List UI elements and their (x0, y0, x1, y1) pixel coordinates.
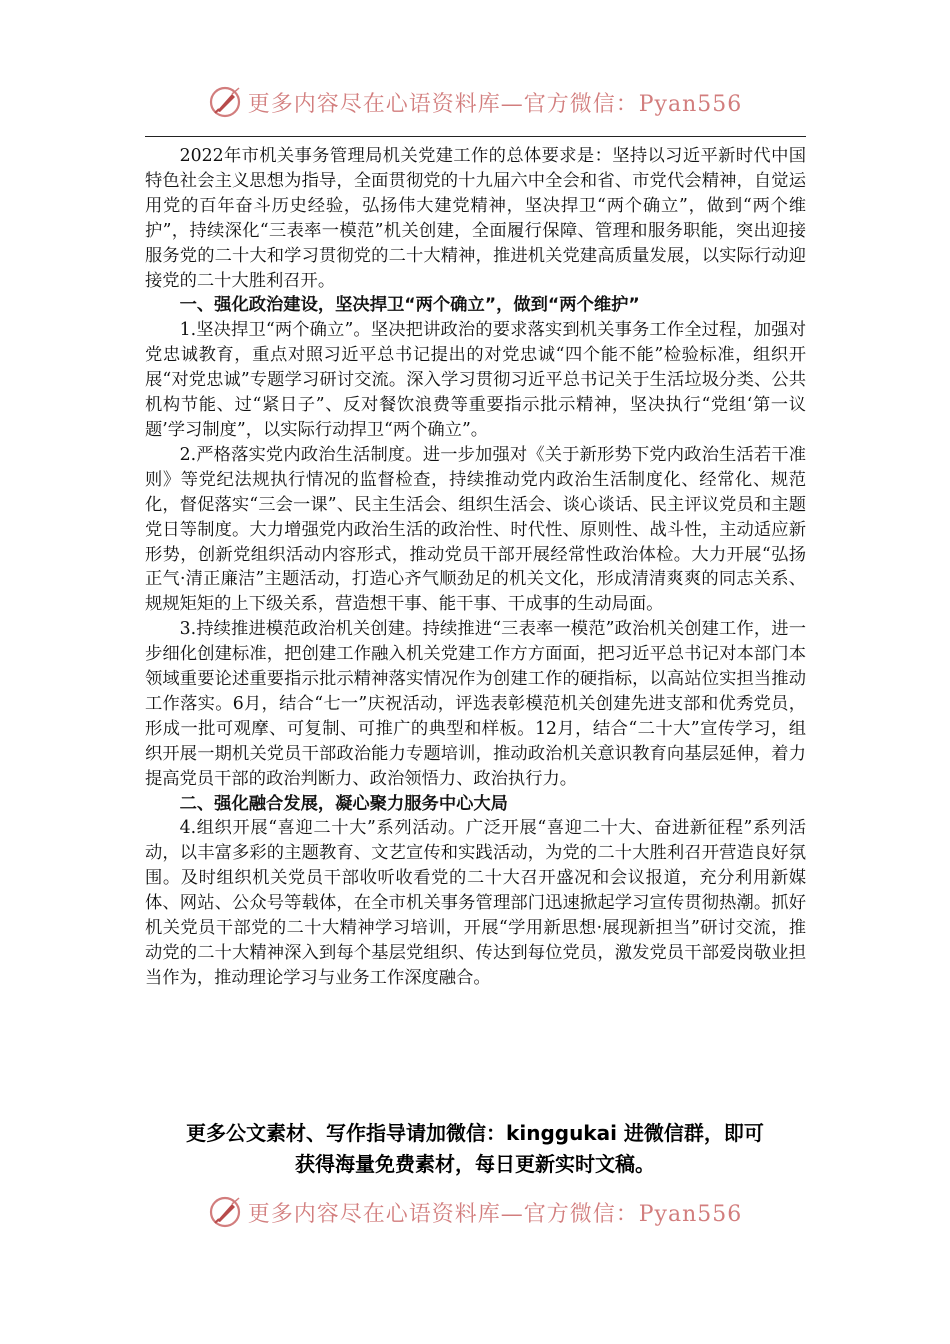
body-paragraph-2: 2.严格落实党内政治生活制度。进一步加强对《关于新形势下党内政治生活若干准则》等党纪法规执行情况的监督检查，持续推动党内政治生活制度化、经常化、规范化，督促落实“三会一课”、民主生活会、组织生活会、谈心谈话、民主评议党员和主题党日等制度。大力增强党内政治生活的政治性、时代性、原则性、战斗性，主动适应新形势，创新党组织活动内容形式，推动党员干部开展经常性政治体检。大力开展“弘扬正气·清正廉洁”主题活动，打造心齐气顺劲足的机关文化，形成清清爽爽的同志关系、规规矩矩的上下级关系，营造想干事、能干事、干成事的生动局面。 (145, 444, 806, 615)
document-body (145, 144, 806, 991)
body-paragraph-1: 1.坚决捍卫“两个确立”。坚决把讲政治的要求落实到机关事务工作全过程，加强对党忠诚教育，重点对照习近平总书记提出的对党忠诚“四个能不能”检验标准，组织开展“对党忠诚”专题学习研讨交流。深入学习贯彻习近平总书记关于生活垃圾分类、公共机构节能、过“紧日子”、反对餐饮浪费等重要指示批示精神，坚决执行“党组‘第一议题’学习制度”，以实际行动捍卫“两个确立”。 (145, 320, 806, 440)
body-paragraph-4: 4.组织开展“喜迎二十大”系列活动。广泛开展“喜迎二十大、奋进新征程”系列活动，以丰富多彩的主题教育、文艺宣传和实践活动，为党的二十大胜利召开营造良好氛围。及时组织机关党员干部收听收看党的二十大召开盛况和会议报道，充分利用新媒体、网站、公众号等载体，在全市机关事务管理部门迅速掀起学习宣传贯彻热潮。抓好机关党员干部党的二十大精神学习培训，开展“学用新思想·展现新担当”研讨交流，推动党的二十大精神深入到每个基层党组织、传达到每位党员，激发党员干部爱岗敬业担当作为，推动理论学习与业务工作深度融合。 (145, 818, 806, 988)
header-banner-text: 更多内容尽在心语资料库—官方微信：Pyan556 (247, 91, 743, 117)
quill-pen-logo-icon (208, 1195, 242, 1229)
header-divider (145, 136, 806, 137)
body-paragraph-3: 3.持续推进模范政治机关创建。持续推进“三表率一模范”政治机关创建工作，进一步细化创建标准，把创建工作融入机关党建工作方方面面，把习近平总书记对本部门本领域重要论述重要指示批示精神落实情况作为创建工作的硬指标，以高站位实担当推动工作落实。6月，结合“七一”庆祝活动，评选表彰模范机关创建先进支部和优秀党员，形成一批可观摩、可复制、可推广的典型和样板。12月，结合“二十大”宣传学习，组织开展一期机关党员干部政治能力专题培训，推动政治机关意识教育向基层延伸，着力提高党员干部的政治判断力、政治领悟力、政治执行力。 (145, 619, 806, 789)
promo-line-2: 获得海量免费素材，每日更新实时文稿。 (295, 1152, 655, 1176)
section-heading-2: 二、强化融合发展，凝心聚力服务中心大局 (179, 793, 508, 814)
section-heading-1: 一、强化政治建设，坚决捍卫“两个确立”，做到“两个维护” (179, 295, 640, 316)
footer-banner-text: 更多内容尽在心语资料库—官方微信：Pyan556 (247, 1201, 743, 1227)
header-banner (0, 82, 950, 122)
promo-line-1: 更多公文素材、写作指导请加微信：kinggukai 进微信群，即可 (186, 1121, 764, 1145)
promo-block (120, 1118, 830, 1180)
intro-paragraph: 2022年市机关事务管理局机关党建工作的总体要求是：坚持以习近平新时代中国特色社会主义思想为指导，全面贯彻党的十九届六中全会和省、市党代会精神，自觉运用党的百年奋斗历史经验，弘扬伟大建党精神，坚决捍卫“两个确立”，做到“两个维护”，持续深化“三表率一模范”机关创建，全面履行保障、管理和服务职能，突出迎接服务党的二十大和学习贯彻党的二十大精神，推进机关党建高质量发展，以实际行动迎接党的二十大胜利召开。 (145, 146, 806, 291)
quill-pen-logo-icon (208, 85, 242, 119)
footer-banner (0, 1192, 950, 1232)
